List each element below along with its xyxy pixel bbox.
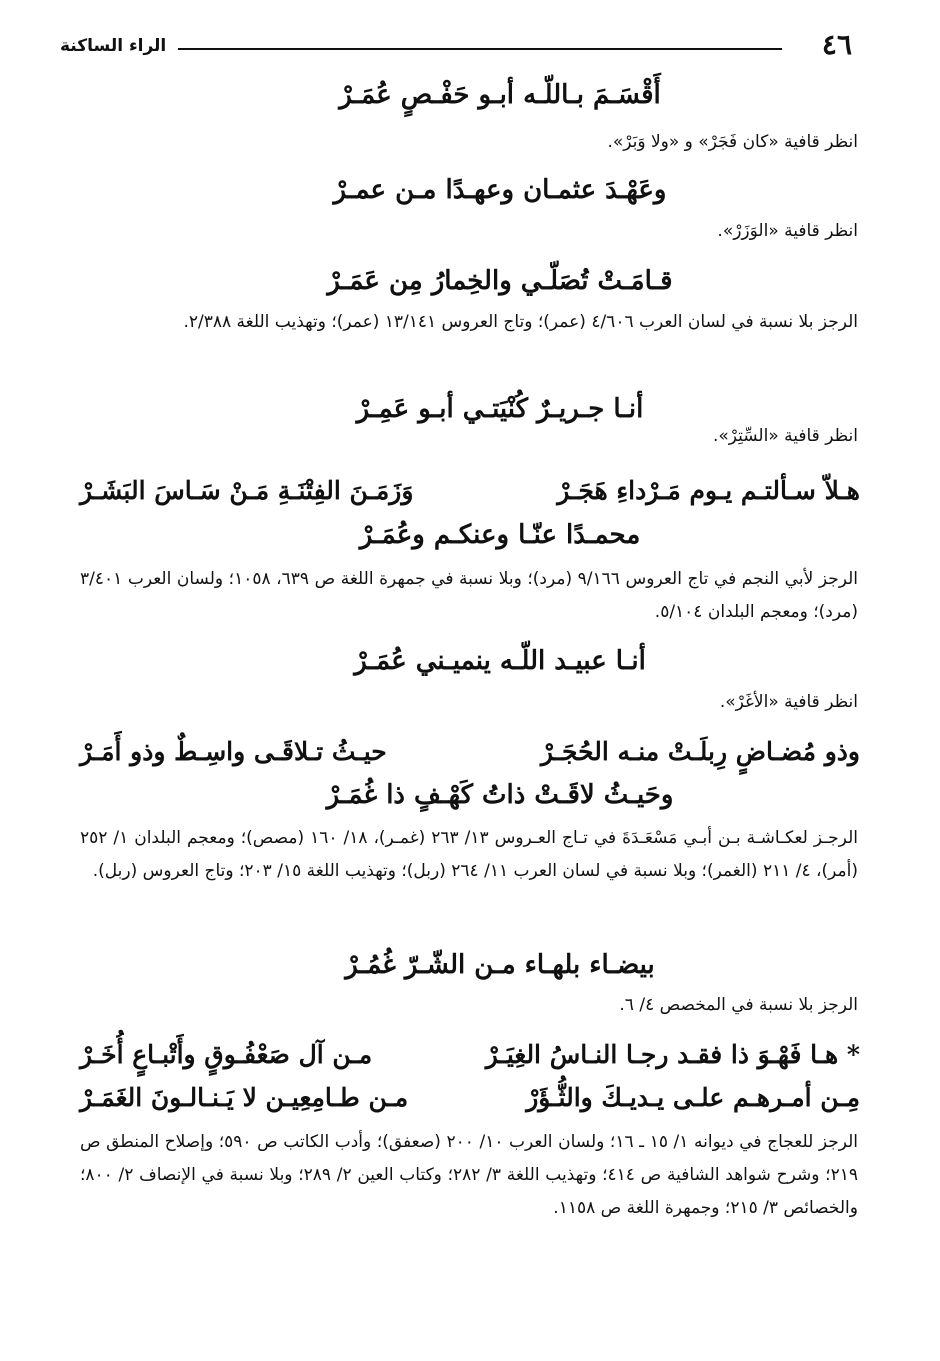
- page-number: ٤٦: [821, 28, 852, 61]
- hemistich-right: مِـن أمـرهـم علـى يـديـكَ والثُّـؤَرْ: [526, 1083, 860, 1112]
- cross-reference: انظر قافية «الأغَرْ».: [719, 692, 858, 712]
- verse: أَقْسَـمَ بـاللّـه أبـو حَفْـصٍ عُمَـرْ: [339, 80, 661, 110]
- hemistich-left: وَزَمَـنَ الفِتْنَـةِ مَـنْ سَـاسَ البَشَـرْ: [80, 476, 414, 505]
- hemistich-right: * هـا فَهْـوَ ذا فقـد رجـا النـاسُ الغِيَـرْ: [485, 1040, 860, 1069]
- verse: أنـا عبيـد اللّـه ينميـني عُمَـرْ: [354, 646, 646, 676]
- citation-paragraph: الرجـز لعكـاشـة بـن أبـي مَسْعَـدَةَ في تـاج العـروس ١٣/ ٢٦٣ (غمـر)، ١٨/ ١٦٠ (مصص)؛ ومعجم البلدان ١/ ٢٥٢ (أمر)، ٤/ ٢١١ (الغمر)؛ وبلا نسبة في لسان العرب ١١/ ٢٦٤ (ربل)؛ وتهذيب اللغة ١٥/ ٢٠٣؛ وتاج العروس (ربل).: [80, 828, 858, 881]
- verse: محمـدًا عنّـا وعنكـم وعُمَـرْ: [359, 520, 641, 550]
- hemistich-right: هـلاّ سـألتـم يـوم مَـرْداءِ هَجَـرْ: [557, 476, 860, 505]
- verse: أنـا جـريـرٌ كُنْيَتـي أبـو عَمِـرْ: [356, 394, 644, 424]
- cross-reference: انظر قافية «السِّتِرْ».: [712, 426, 858, 446]
- cross-reference: انظر قافية «الوَزَرْ».: [717, 221, 858, 241]
- citation-paragraph: الرجز لأبي النجم في تاج العروس ٩/١٦٦ (مرد)؛ وبلا نسبة في جمهرة اللغة ص ٦٣٩، ١٠٥٨؛ ولسان العرب ٣/٤٠١ (مرد)؛ ومعجم البلدان ٥/١٠٤.: [80, 569, 859, 622]
- citation-paragraph: الرجز للعجاج في ديوانه ١/ ١٥ ـ ١٦؛ ولسان العرب ١٠/ ٢٠٠ (صعفق)؛ وأدب الكاتب ص ٥٩٠؛ وإصلاح المنطق ص ٢١٩؛ وشرح شواهد الشافية ص ٤١٤؛ وتهذيب اللغة ٣/ ٢٨٢؛ وكتاب العين ٢/ ٢٨٩؛ وبلا نسبة في الإنصاف ٢/ ٨٠٠؛ والخصائص ٣/ ٢١٥؛ وجمهرة اللغة ص ١١٥٨.: [80, 1132, 858, 1218]
- hemistich-left: حيـثُ تـلاقَـى واسِـطٌ وذو أَمَـرْ: [80, 737, 387, 766]
- verse: وعَهْـدَ عثمـان وعهـدًا مـن عمـرْ: [333, 175, 667, 205]
- verse: قـامَـتْ تُصَلّـي والخِمارُ مِن عَمَـرْ: [327, 266, 673, 296]
- citation-line: الرجز بلا نسبة في المخصص ٤/ ٦.: [619, 995, 858, 1015]
- hemistich-right: وذو مُضـاضٍ رِبلَـتْ منـه الحُجَـرْ: [540, 737, 860, 766]
- page-header: [60, 28, 852, 60]
- verse: وحَيـثُ لاقَـتْ ذاتُ كَهْـفٍ ذا غُمَـرْ: [326, 780, 674, 810]
- hemistich-left: مـن آل صَعْفُـوقٍ وأَتْبـاعٍ أُخَـرْ: [80, 1040, 373, 1069]
- verse: بيضـاء بلهـاء مـن الشّـرّ غُمُـرْ: [345, 950, 655, 980]
- citation-paragraph: الرجز بلا نسبة في لسان العرب ٤/٦٠٦ (عمر)؛ وتاج العروس ١٣/١٤١ (عمر)؛ وتهذيب اللغة ٢/٣٨٨.: [183, 312, 858, 332]
- cross-reference: انظر قافية «كان فَجَرْ» و «ولا وَبَرْ».: [607, 132, 858, 152]
- hemistich-left: مـن طـامِعِيـن لا يَـنـالـونَ الغَمَـرْ: [80, 1083, 409, 1112]
- header-rule: [178, 48, 782, 50]
- running-title: الراء الساكنة: [60, 36, 167, 56]
